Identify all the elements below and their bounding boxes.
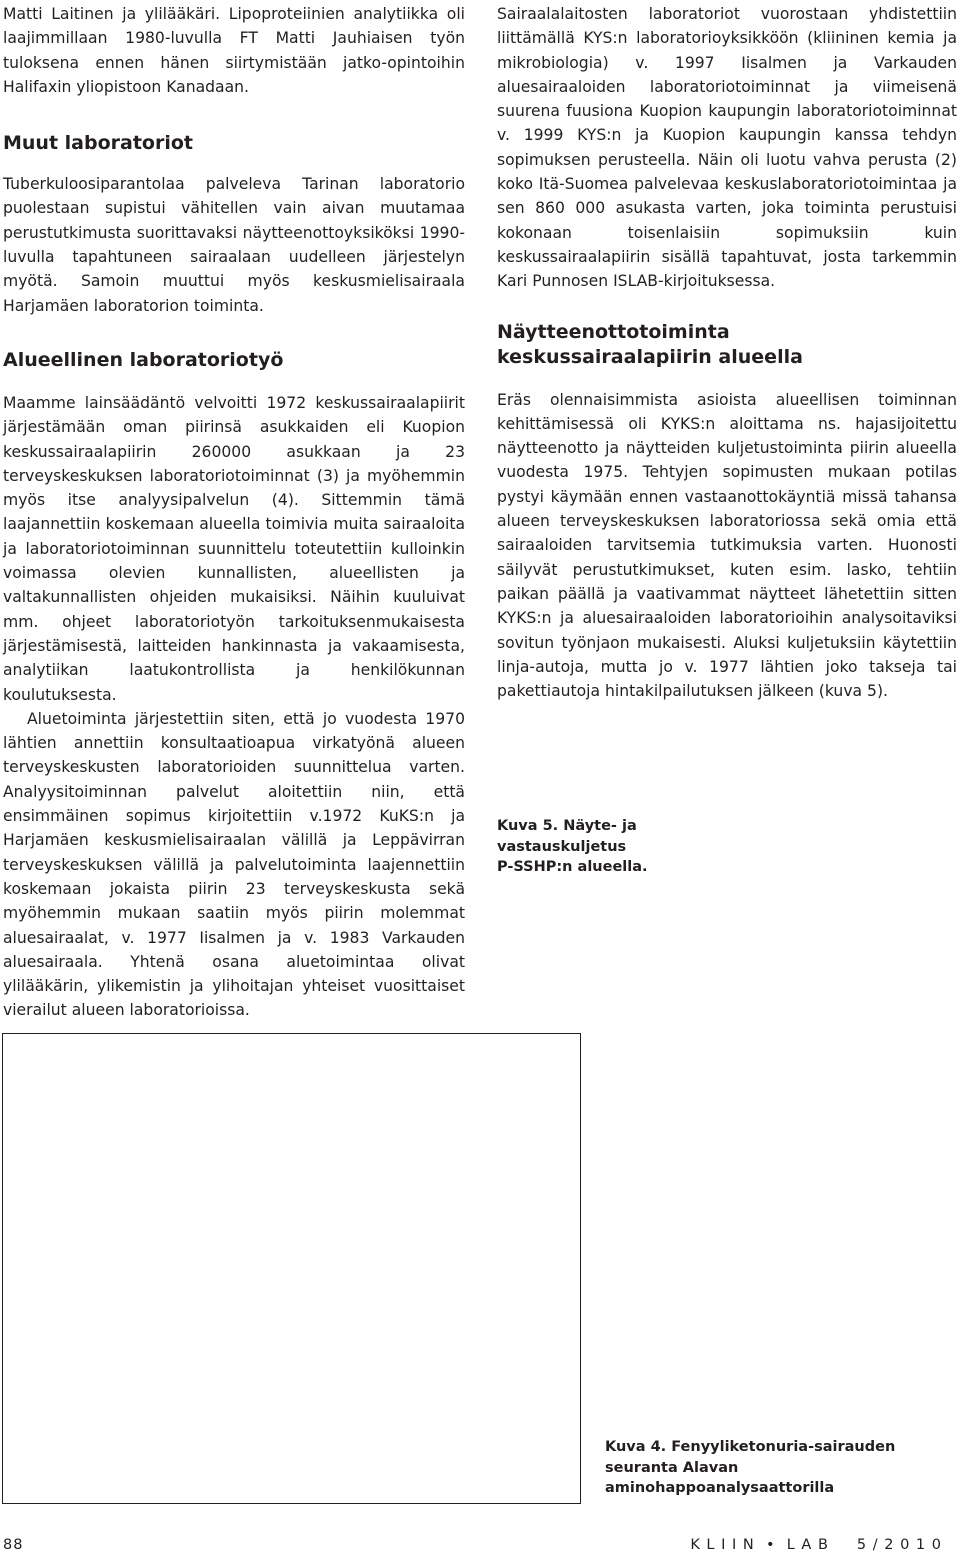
paragraph-alueellinen-1: Maamme lainsäädäntö velvoitti 1972 keskussairaalapiirit järjestämään oman piirinsä asukkaiden eli Kuopion keskussairaalapiirin 260000 asukkaan ja 23 terveyskeskuksen laboratoriotoiminnat (3) ja myöhemmin myös itse analyysipalvelun (4). Sittemmin tämä laajannettiin koskemaan alueella toimivia muita sairaaloita ja laboratoriotoiminnan suunnittelu toteutettiin kulloinkin voimassa olevien kunnallisten, alueellisten ja valtakunnallisten ohjeiden mukaisiksi. Näihin kuuluivat mm. ohjeet laboratoriotyön tarkoituksenmukaisesta järjestämisestä, laitteiden hankinnasta ja vakaamisesta, analytiikan laatukontrollista ja henkilökunnan koulutuksesta. [3, 393, 465, 704]
caption-kuva-5 [497, 816, 648, 878]
caption-kuva-4 [605, 1437, 960, 1499]
right-column [497, 0, 957, 703]
paragraph-alueellinen-2: Aluetoiminta järjestettiin siten, että jo vuodesta 1970 lähtien annettiin konsultaatioapua virkatyönä alueen terveyskeskusten laboratorioiden suunnittelua varten. Analyysitoiminnan palvelut aloitettiin niin, että ensimmäinen sopimus kirjoitettiin v.1972 KuKS:n ja Harjamäen keskusmielisairaalan välillä ja Leppävirran terveyskeskuksen välillä ja palvelutoiminta laajennettiin koskemaan jokaista piirin 23 terveyskeskusta sekä myöhemmin mukaan saatiin myös piirin molemmat aluesairaalat, v. 1977 Iisalmen ja v. 1983 Varkauden aluesairaala. Yhtenä osana aluetoimintaa olivat ylilääkärin, ylikemistin ja ylihoitajan yhteiset vuosittaiset vierailut alueen laboratorioissa. [3, 709, 465, 1020]
caption-kuva-4-line1: Kuva 4. Fenyyliketonuria-sairauden [605, 1439, 896, 1455]
heading-naytteenottotoiminta-line1: Näytteenottotoiminta [497, 320, 730, 343]
page-number: 88 [3, 1537, 24, 1553]
left-column [3, 0, 465, 1023]
caption-kuva-5-line1: Kuva 5. Näyte- ja [497, 818, 637, 834]
heading-naytteenottotoiminta-line2: keskussairaalapiirin alueella [497, 345, 803, 368]
heading-alueellinen-laboratoriotyo: Alueellinen laboratoriotyö [3, 348, 284, 371]
journal-name: K L I I N • L A B 5 / 2 0 1 0 [690, 1537, 942, 1553]
caption-kuva-5-line2: vastauskuljetus [497, 838, 627, 855]
figure-frame-kuva-4 [2, 1033, 581, 1504]
paragraph-muut-laboratoriot: Tuberkuloosiparantolaa palveleva Tarinan laboratorio puolestaan supistui vähitellen vain aivan muutamaa perustutkimusta suorittavaksi näytteenottoyksiköksi 1990-luvulla tapahtuneen sairaalaan uudelleen järjestelyn myötä. Samoin muuttui myös keskusmielisairaala Harjamäen laboratorion toiminta. [3, 175, 465, 315]
heading-muut-laboratoriot: Muut laboratoriot [3, 132, 193, 155]
caption-kuva-4-line2: seuranta Alavan aminohappoanalysaattorilla [605, 1459, 835, 1496]
intro-paragraph-left: Matti Laitinen ja ylilääkäri. Lipoproteiinien analytiikka oli laajimmillaan 1980-luvulla FT Matti Jauhiaisen työn tuloksena ennen hänen siirtymistään jatko-opintoihin Halifaxin yliopistoon Kanadaan. [3, 5, 465, 96]
intro-paragraph-right: Sairaalalaitosten laboratoriot vuorostaan yhdistettiin liittämällä KYS:n laboratorioyksikköön (kliininen kemia ja mikrobiologia) v. 1997 Iisalmen ja Varkauden aluesairaaloiden laboratoriotoiminnat ja viimeisenä suurena fuusiona Kuopion kaupungin laboratoriotoiminnat v. 1999 KYS:n ja Kuopion kaupungin kanssa tehdyn sopimuksen perusteella. Näin oli luotu vahva perusta (2) koko Itä-Suomea palvelevaa keskuslaboratoriotoimintaa ja sen 860 000 asukasta varten, joka toiminta perustuisi kokonaan toisenlaisiin sopimuksiin kuin keskussairaalapiirin sisällä tapahtuvat, josta tarkemmin Kari Punnosen ISLAB-kirjoituksessa. [497, 5, 957, 291]
heading-naytteenottotoiminta [497, 320, 957, 370]
caption-kuva-5-line3: P-SSHP:n alueella. [497, 859, 648, 875]
paragraph-naytteenotto: Eräs olennaisimmista asioista alueellisen toiminnan kehittämisessä oli KYKS:n aloittama ns. hajasijoitettu näytteenotto ja näytteiden kuljetustoiminta piirin alueella vuodesta 1975. Tehtyjen sopimusten mukaan potilas pystyi käymään ennen vastaanottokäyntiä missä tahansa alueen terveyskeskuksen laboratoriossa sekä omia että sairaaloiden tarvitsemia tutkimuksia varten. Huonosti säilyvät perustutkimukset, kuten esim. lasko, tehtiin paikan päällä ja vaativammat näytteet lähetettiin sitten KYKS:n ja aluesairaaloiden laboratorioihin analysoitaviksi sovitun työnjaon mukaisesti. Aluksi kuljetuksiin käytettiin linja-autoja, mutta jo v. 1977 lähtien joko takseja tai pakettiautoja hintakilpailutuksen jälkeen (kuva 5). [497, 390, 957, 701]
